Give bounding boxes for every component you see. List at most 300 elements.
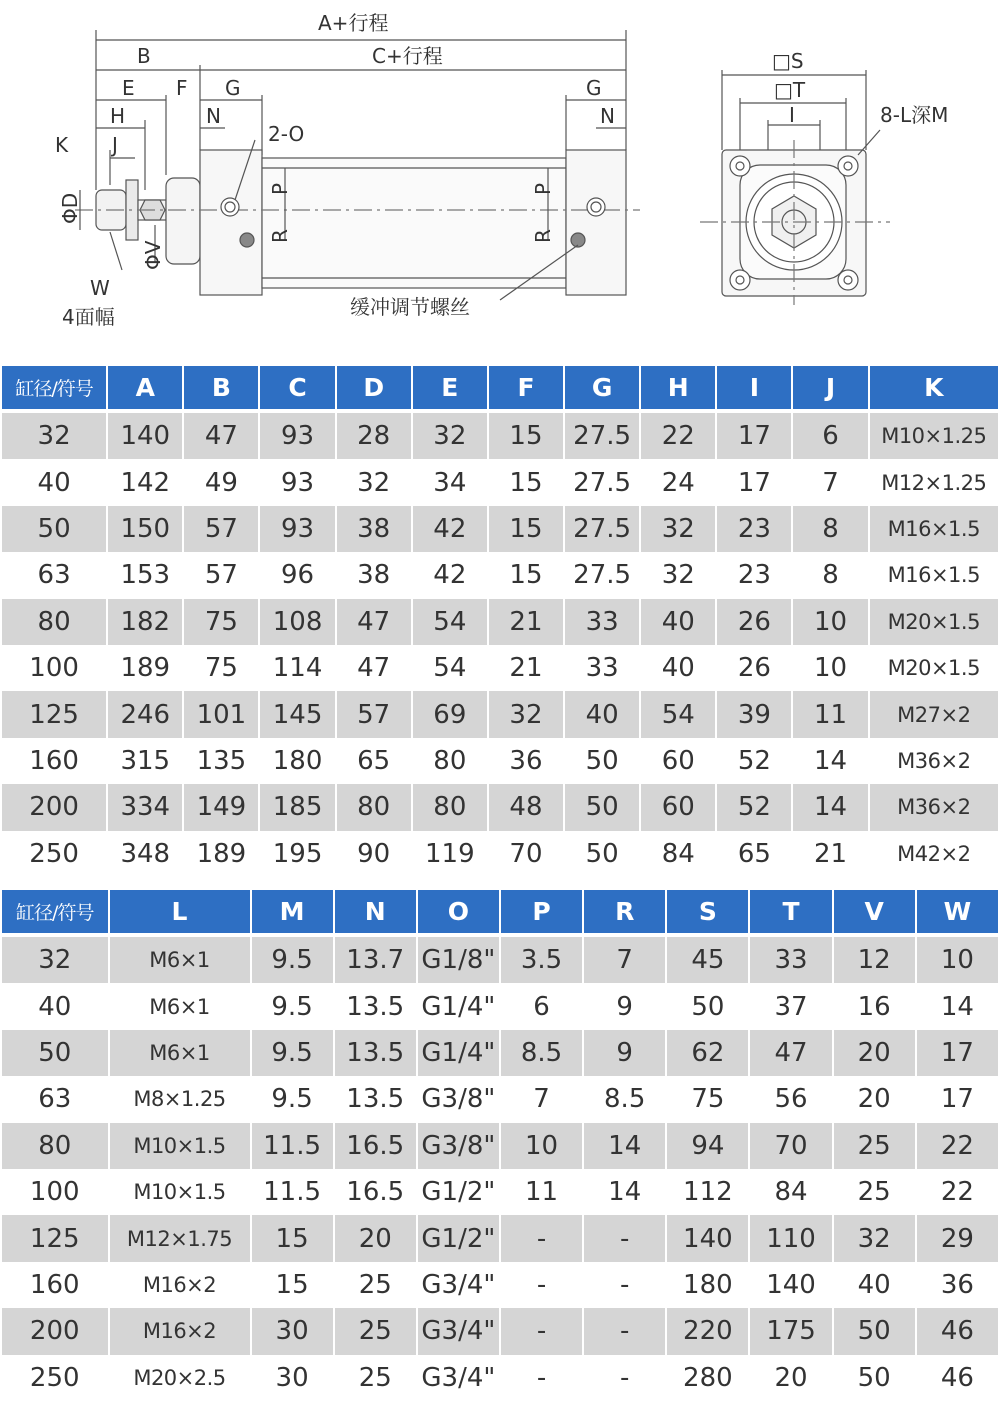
value-cell: 20 xyxy=(750,1355,831,1401)
value-cell: 15 xyxy=(489,459,563,505)
value-cell: 50 xyxy=(834,1355,915,1401)
label-c-stroke: C+行程 xyxy=(372,44,443,68)
value-cell: 21 xyxy=(489,645,563,691)
value-cell: 13.5 xyxy=(335,1076,416,1122)
value-cell: 80 xyxy=(413,784,487,830)
value-cell: 93 xyxy=(260,506,334,552)
value-cell: 348 xyxy=(108,831,182,877)
bore-cell: 50 xyxy=(2,1030,108,1076)
value-cell: 6 xyxy=(501,983,582,1029)
value-cell: 7 xyxy=(501,1076,582,1122)
value-cell: G1/2" xyxy=(418,1215,499,1261)
value-cell: - xyxy=(501,1215,582,1261)
header-e: E xyxy=(413,366,487,413)
value-cell: M12×1.25 xyxy=(870,459,998,505)
value-cell: 10 xyxy=(793,599,867,645)
value-cell: - xyxy=(501,1308,582,1354)
bore-cell: 80 xyxy=(2,599,106,645)
value-cell: 70 xyxy=(489,831,563,877)
value-cell: 14 xyxy=(793,738,867,784)
value-cell: 10 xyxy=(501,1123,582,1169)
value-cell: 84 xyxy=(750,1169,831,1215)
label-8-l-depth-m: 8-L深M xyxy=(880,103,949,127)
bore-cell: 200 xyxy=(2,1308,108,1354)
value-cell: 15 xyxy=(252,1215,333,1261)
bore-cell: 100 xyxy=(2,645,106,691)
value-cell: 15 xyxy=(489,413,563,459)
header-d: D xyxy=(337,366,411,413)
value-cell: 20 xyxy=(834,1076,915,1122)
value-cell: 9.5 xyxy=(252,937,333,983)
value-cell: 182 xyxy=(108,599,182,645)
value-cell: 32 xyxy=(413,413,487,459)
value-cell: 280 xyxy=(667,1355,748,1401)
value-cell: 9.5 xyxy=(252,1076,333,1122)
header-f: F xyxy=(489,366,563,413)
label-h: H xyxy=(110,104,126,128)
value-cell: 142 xyxy=(108,459,182,505)
value-cell: 27.5 xyxy=(565,459,639,505)
value-cell: 220 xyxy=(667,1308,748,1354)
table-row xyxy=(2,831,998,877)
value-cell: 42 xyxy=(413,552,487,598)
value-cell: M6×1 xyxy=(110,983,250,1029)
header-v: V xyxy=(834,890,915,937)
value-cell: 45 xyxy=(667,937,748,983)
value-cell: 47 xyxy=(337,645,411,691)
value-cell: 54 xyxy=(641,691,715,737)
value-cell: 14 xyxy=(917,983,998,1029)
value-cell: 26 xyxy=(717,645,791,691)
value-cell: 33 xyxy=(565,645,639,691)
value-cell: 22 xyxy=(641,413,715,459)
value-cell: 75 xyxy=(184,599,258,645)
value-cell: 17 xyxy=(717,413,791,459)
value-cell: 54 xyxy=(413,645,487,691)
header-i: I xyxy=(717,366,791,413)
value-cell: 30 xyxy=(252,1355,333,1401)
header-g: G xyxy=(565,366,639,413)
value-cell: 30 xyxy=(252,1308,333,1354)
label-p-left: P xyxy=(268,182,292,195)
bore-cell: 160 xyxy=(2,738,106,784)
value-cell: 150 xyxy=(108,506,182,552)
dimension-table-a-to-k xyxy=(0,366,1000,877)
value-cell: - xyxy=(501,1355,582,1401)
bore-cell: 50 xyxy=(2,506,106,552)
value-cell: M20×1.5 xyxy=(870,599,998,645)
value-cell: 13.5 xyxy=(335,1030,416,1076)
value-cell: 22 xyxy=(917,1169,998,1215)
table-row xyxy=(2,691,998,737)
value-cell: M27×2 xyxy=(870,691,998,737)
value-cell: 21 xyxy=(793,831,867,877)
value-cell: 180 xyxy=(667,1262,748,1308)
value-cell: G3/8" xyxy=(418,1123,499,1169)
header-k: K xyxy=(870,366,998,413)
value-cell: G1/4" xyxy=(418,983,499,1029)
table-row xyxy=(2,1076,998,1122)
value-cell: 246 xyxy=(108,691,182,737)
value-cell: 56 xyxy=(750,1076,831,1122)
table-row xyxy=(2,552,998,598)
table-row xyxy=(2,1355,998,1401)
value-cell: 14 xyxy=(793,784,867,830)
value-cell: 17 xyxy=(917,1030,998,1076)
table-row xyxy=(2,506,998,552)
table-row xyxy=(2,413,998,459)
value-cell: 10 xyxy=(793,645,867,691)
value-cell: 47 xyxy=(337,599,411,645)
value-cell: 32 xyxy=(641,552,715,598)
value-cell: 90 xyxy=(337,831,411,877)
bore-cell: 63 xyxy=(2,552,106,598)
value-cell: G3/4" xyxy=(418,1355,499,1401)
value-cell: 140 xyxy=(750,1262,831,1308)
value-cell: 70 xyxy=(750,1123,831,1169)
value-cell: 75 xyxy=(184,645,258,691)
value-cell: 12 xyxy=(834,937,915,983)
value-cell: 26 xyxy=(717,599,791,645)
value-cell: 15 xyxy=(489,552,563,598)
value-cell: 65 xyxy=(717,831,791,877)
label-r-left: R xyxy=(268,229,292,243)
label-phi-d: ΦD xyxy=(58,192,82,224)
label-g-right: G xyxy=(586,76,602,100)
label-phi-v: ΦV xyxy=(141,240,165,270)
value-cell: - xyxy=(584,1355,665,1401)
value-cell: M16×1.5 xyxy=(870,506,998,552)
label-a-stroke: A+行程 xyxy=(318,11,389,35)
table-row xyxy=(2,459,998,505)
label-i: I xyxy=(789,103,795,127)
header-l: L xyxy=(110,890,250,937)
value-cell: 40 xyxy=(641,645,715,691)
value-cell: 140 xyxy=(108,413,182,459)
value-cell: 17 xyxy=(917,1076,998,1122)
value-cell: 16 xyxy=(834,983,915,1029)
value-cell: 49 xyxy=(184,459,258,505)
header-m: M xyxy=(252,890,333,937)
value-cell: 40 xyxy=(641,599,715,645)
table-header-row xyxy=(2,366,998,413)
header-c: C xyxy=(260,366,334,413)
label-b: B xyxy=(137,44,151,68)
value-cell: 145 xyxy=(260,691,334,737)
value-cell: M20×2.5 xyxy=(110,1355,250,1401)
header-bore-symbol: 缸径/符号 xyxy=(2,890,108,937)
value-cell: 23 xyxy=(717,506,791,552)
value-cell: 47 xyxy=(750,1030,831,1076)
header-h: H xyxy=(641,366,715,413)
value-cell: M6×1 xyxy=(110,937,250,983)
value-cell: 29 xyxy=(917,1215,998,1261)
value-cell: 11.5 xyxy=(252,1123,333,1169)
value-cell: 54 xyxy=(413,599,487,645)
value-cell: 101 xyxy=(184,691,258,737)
value-cell: 25 xyxy=(335,1355,416,1401)
value-cell: 112 xyxy=(667,1169,748,1215)
value-cell: 48 xyxy=(489,784,563,830)
value-cell: 13.7 xyxy=(335,937,416,983)
value-cell: 39 xyxy=(717,691,791,737)
value-cell: M8×1.25 xyxy=(110,1076,250,1122)
label-t: □T xyxy=(774,78,806,102)
bore-cell: 160 xyxy=(2,1262,108,1308)
value-cell: 62 xyxy=(667,1030,748,1076)
value-cell: 38 xyxy=(337,506,411,552)
value-cell: 16.5 xyxy=(335,1123,416,1169)
label-four-faces: 4面幅 xyxy=(62,305,115,329)
value-cell: 46 xyxy=(917,1308,998,1354)
label-n-right: N xyxy=(600,104,615,128)
value-cell: 9 xyxy=(584,983,665,1029)
value-cell: 13.5 xyxy=(335,983,416,1029)
value-cell: 25 xyxy=(335,1308,416,1354)
dimension-table-l-to-w xyxy=(0,890,1000,1401)
value-cell: 185 xyxy=(260,784,334,830)
value-cell: - xyxy=(501,1262,582,1308)
table-row xyxy=(2,983,998,1029)
value-cell: 38 xyxy=(337,552,411,598)
value-cell: 11 xyxy=(793,691,867,737)
table-row xyxy=(2,1215,998,1261)
value-cell: 93 xyxy=(260,413,334,459)
value-cell: 34 xyxy=(413,459,487,505)
value-cell: 135 xyxy=(184,738,258,784)
header-w: W xyxy=(917,890,998,937)
value-cell: 195 xyxy=(260,831,334,877)
table-row xyxy=(2,1123,998,1169)
value-cell: 84 xyxy=(641,831,715,877)
value-cell: 23 xyxy=(717,552,791,598)
value-cell: M6×1 xyxy=(110,1030,250,1076)
table-row xyxy=(2,1030,998,1076)
value-cell: 46 xyxy=(917,1355,998,1401)
value-cell: 93 xyxy=(260,459,334,505)
label-j: J xyxy=(112,133,118,157)
value-cell: 27.5 xyxy=(565,506,639,552)
value-cell: 140 xyxy=(667,1215,748,1261)
value-cell: 57 xyxy=(184,552,258,598)
header-j: J xyxy=(793,366,867,413)
bore-cell: 63 xyxy=(2,1076,108,1122)
value-cell: 75 xyxy=(667,1076,748,1122)
value-cell: 8 xyxy=(793,552,867,598)
value-cell: 11 xyxy=(501,1169,582,1215)
value-cell: 108 xyxy=(260,599,334,645)
value-cell: 180 xyxy=(260,738,334,784)
value-cell: 22 xyxy=(917,1123,998,1169)
value-cell: 10 xyxy=(917,937,998,983)
value-cell: 50 xyxy=(834,1308,915,1354)
value-cell: 6 xyxy=(793,413,867,459)
value-cell: 96 xyxy=(260,552,334,598)
value-cell: 69 xyxy=(413,691,487,737)
cylinder-dimension-drawing xyxy=(0,0,1000,355)
value-cell: 15 xyxy=(252,1262,333,1308)
value-cell: 16.5 xyxy=(335,1169,416,1215)
value-cell: 17 xyxy=(717,459,791,505)
label-2-o: 2-O xyxy=(268,122,305,146)
bore-cell: 80 xyxy=(2,1123,108,1169)
table-header-row xyxy=(2,890,998,937)
value-cell: 7 xyxy=(793,459,867,505)
value-cell: 36 xyxy=(917,1262,998,1308)
value-cell: 14 xyxy=(584,1123,665,1169)
bore-cell: 100 xyxy=(2,1169,108,1215)
value-cell: 27.5 xyxy=(565,413,639,459)
value-cell: 25 xyxy=(834,1123,915,1169)
value-cell: 110 xyxy=(750,1215,831,1261)
value-cell: 24 xyxy=(641,459,715,505)
value-cell: - xyxy=(584,1215,665,1261)
value-cell: M10×1.5 xyxy=(110,1169,250,1215)
value-cell: 9.5 xyxy=(252,1030,333,1076)
value-cell: G3/4" xyxy=(418,1262,499,1308)
bore-cell: 250 xyxy=(2,831,106,877)
value-cell: - xyxy=(584,1262,665,1308)
value-cell: 32 xyxy=(834,1215,915,1261)
value-cell: M16×2 xyxy=(110,1308,250,1354)
label-g-left: G xyxy=(225,76,241,100)
label-p-right: P xyxy=(531,182,555,195)
value-cell: 52 xyxy=(717,784,791,830)
table-row xyxy=(2,1169,998,1215)
value-cell: 20 xyxy=(834,1030,915,1076)
value-cell: 8.5 xyxy=(501,1030,582,1076)
value-cell: G3/8" xyxy=(418,1076,499,1122)
value-cell: 40 xyxy=(834,1262,915,1308)
value-cell: G1/8" xyxy=(418,937,499,983)
bore-cell: 125 xyxy=(2,1215,108,1261)
label-k: K xyxy=(55,133,69,157)
value-cell: 37 xyxy=(750,983,831,1029)
value-cell: M16×1.5 xyxy=(870,552,998,598)
value-cell: 149 xyxy=(184,784,258,830)
value-cell: M36×2 xyxy=(870,738,998,784)
value-cell: G1/4" xyxy=(418,1030,499,1076)
value-cell: 33 xyxy=(565,599,639,645)
value-cell: 315 xyxy=(108,738,182,784)
table-row xyxy=(2,738,998,784)
table-row xyxy=(2,1308,998,1354)
bore-cell: 32 xyxy=(2,413,106,459)
value-cell: 114 xyxy=(260,645,334,691)
bore-cell: 40 xyxy=(2,459,106,505)
value-cell: 40 xyxy=(565,691,639,737)
table-row xyxy=(2,784,998,830)
header-a: A xyxy=(108,366,182,413)
value-cell: 50 xyxy=(565,784,639,830)
bore-cell: 250 xyxy=(2,1355,108,1401)
label-e: E xyxy=(122,76,135,100)
header-s: S xyxy=(667,890,748,937)
value-cell: 36 xyxy=(489,738,563,784)
value-cell: 11.5 xyxy=(252,1169,333,1215)
bore-cell: 32 xyxy=(2,937,108,983)
value-cell: 3.5 xyxy=(501,937,582,983)
value-cell: 8 xyxy=(793,506,867,552)
value-cell: 57 xyxy=(337,691,411,737)
value-cell: 175 xyxy=(750,1308,831,1354)
value-cell: 8.5 xyxy=(584,1076,665,1122)
value-cell: 65 xyxy=(337,738,411,784)
value-cell: 21 xyxy=(489,599,563,645)
value-cell: 9.5 xyxy=(252,983,333,1029)
label-r-right: R xyxy=(531,229,555,243)
value-cell: 153 xyxy=(108,552,182,598)
value-cell: M12×1.75 xyxy=(110,1215,250,1261)
value-cell: M20×1.5 xyxy=(870,645,998,691)
label-w: W xyxy=(90,276,110,300)
value-cell: 32 xyxy=(641,506,715,552)
label-cushion-screw: 缓冲调节螺丝 xyxy=(350,295,470,319)
value-cell: 42 xyxy=(413,506,487,552)
value-cell: 52 xyxy=(717,738,791,784)
value-cell: 50 xyxy=(565,831,639,877)
value-cell: 47 xyxy=(184,413,258,459)
table-row xyxy=(2,645,998,691)
value-cell: 60 xyxy=(641,784,715,830)
header-b: B xyxy=(184,366,258,413)
value-cell: 80 xyxy=(337,784,411,830)
value-cell: 334 xyxy=(108,784,182,830)
value-cell: G1/2" xyxy=(418,1169,499,1215)
value-cell: M10×1.5 xyxy=(110,1123,250,1169)
value-cell: M42×2 xyxy=(870,831,998,877)
value-cell: 189 xyxy=(108,645,182,691)
header-t: T xyxy=(750,890,831,937)
label-n-left: N xyxy=(206,104,221,128)
value-cell: 50 xyxy=(565,738,639,784)
header-n: N xyxy=(335,890,416,937)
value-cell: M16×2 xyxy=(110,1262,250,1308)
value-cell: 14 xyxy=(584,1169,665,1215)
value-cell: 80 xyxy=(413,738,487,784)
header-bore-symbol: 缸径/符号 xyxy=(2,366,106,413)
table-row xyxy=(2,599,998,645)
value-cell: 32 xyxy=(337,459,411,505)
value-cell: 57 xyxy=(184,506,258,552)
value-cell: 28 xyxy=(337,413,411,459)
value-cell: 9 xyxy=(584,1030,665,1076)
value-cell: - xyxy=(584,1308,665,1354)
header-r: R xyxy=(584,890,665,937)
table-row xyxy=(2,937,998,983)
header-o: O xyxy=(418,890,499,937)
value-cell: 20 xyxy=(335,1215,416,1261)
value-cell: 189 xyxy=(184,831,258,877)
value-cell: 25 xyxy=(335,1262,416,1308)
value-cell: 27.5 xyxy=(565,552,639,598)
value-cell: 50 xyxy=(667,983,748,1029)
table-row xyxy=(2,1262,998,1308)
value-cell: G3/4" xyxy=(418,1308,499,1354)
value-cell: 94 xyxy=(667,1123,748,1169)
value-cell: 60 xyxy=(641,738,715,784)
value-cell: 15 xyxy=(489,506,563,552)
value-cell: M10×1.25 xyxy=(870,413,998,459)
value-cell: M36×2 xyxy=(870,784,998,830)
bore-cell: 125 xyxy=(2,691,106,737)
label-f: F xyxy=(176,76,188,100)
bore-cell: 40 xyxy=(2,983,108,1029)
value-cell: 7 xyxy=(584,937,665,983)
value-cell: 33 xyxy=(750,937,831,983)
bore-cell: 200 xyxy=(2,784,106,830)
header-p: P xyxy=(501,890,582,937)
